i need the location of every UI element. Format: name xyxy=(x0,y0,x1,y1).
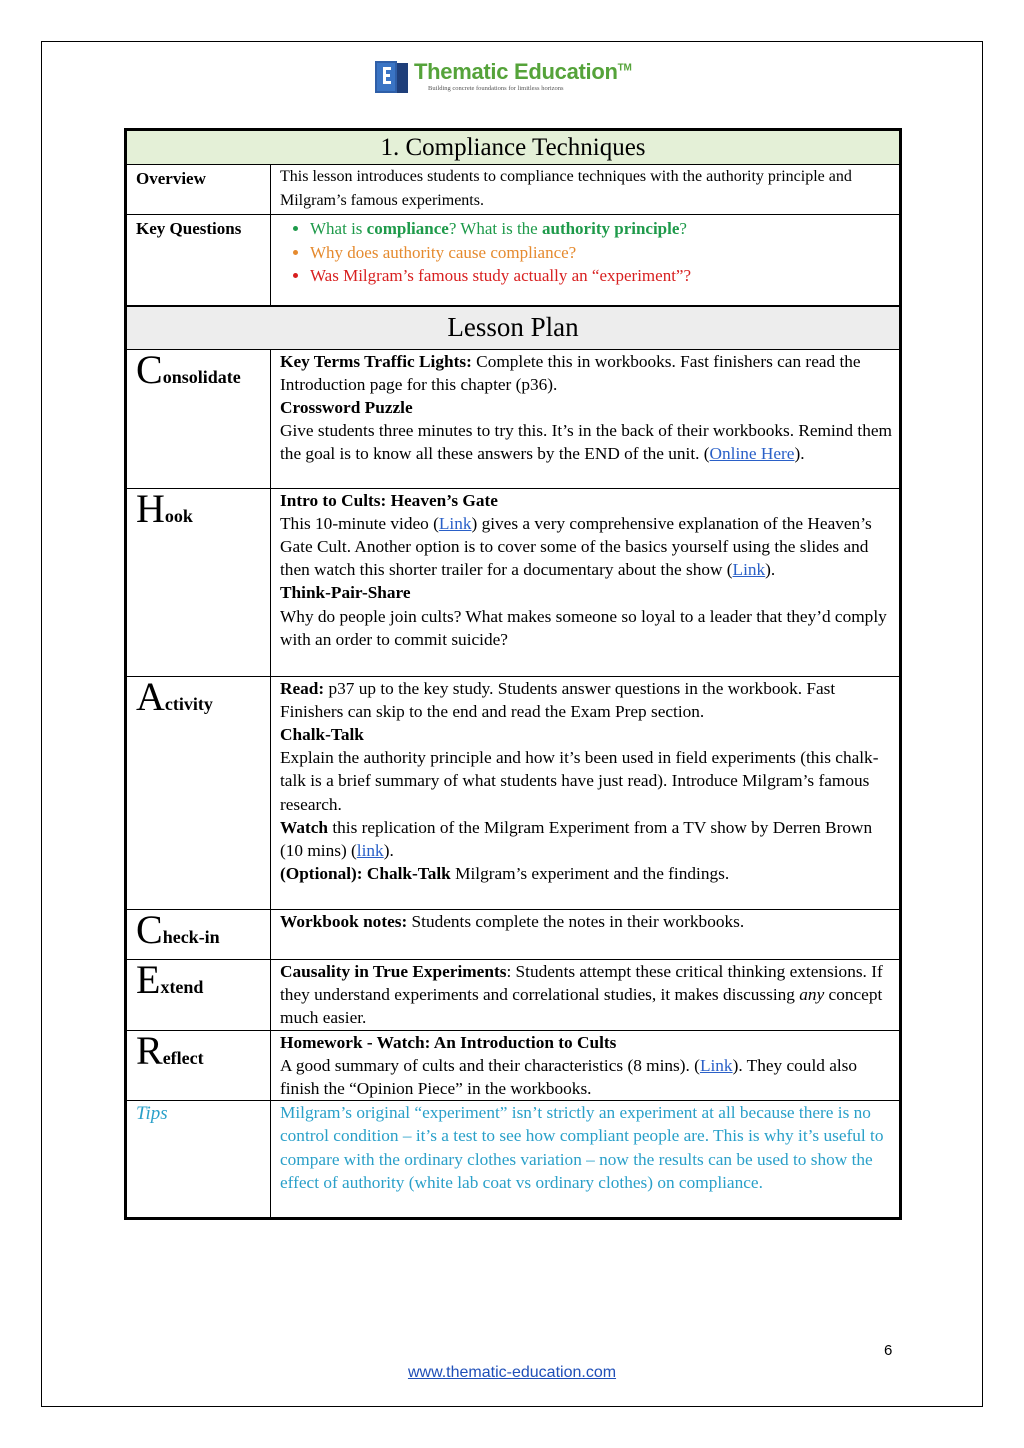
key-questions-label: Key Questions xyxy=(126,215,271,306)
key-question-1: • What is compliance? What is the authority principle? xyxy=(310,217,899,241)
hook-row xyxy=(126,488,901,676)
lesson-plan-heading-row xyxy=(126,306,901,350)
consolidate-label: Consolidate xyxy=(126,349,271,488)
title-row xyxy=(126,130,901,165)
page-number: 6 xyxy=(884,1342,893,1359)
hook-content: Intro to Cults: Heaven’s Gate This 10-minute video (Link) gives a very comprehensive explanation of the Heaven’s Gate Cult. Another option is to cover some of the basics yourself using the slides and then watch this shorter trailer for a documentary about the show (Link). Think-Pair-Share Why do people join cults? What makes someone so loyal to a leader that they’d comply with an order to commit suicide? xyxy=(271,488,901,676)
checkin-row xyxy=(126,909,901,959)
tips-row xyxy=(126,1101,901,1219)
overview-text: This lesson introduces students to compliance techniques with the authority principle and Milgram’s famous experiments. xyxy=(271,165,901,215)
activity-label: Activity xyxy=(126,676,271,909)
activity-content: Read: p37 up to the key study. Students answer questions in the workbook. Fast Finishers can skip to the end and read the Exam Prep section. Chalk-Talk Explain the authority principle and how it’s been used in field experiments (this chalk-talk is a brief summary of what students have just read). Introduce Milgram’s famous research. Watch this replication of the Milgram Experiment from a TV show by Derren Brown (10 mins) (link). (Optional): Chalk-Talk Milgram’s experiment and the findings. xyxy=(271,676,901,909)
consolidate-content: Key Terms Traffic Lights: Complete this in workbooks. Fast finishers can read the Introduction page for this chapter (p36). Crossword Puzzle Give students three minutes to try this. It’s in the back of their workbooks. Remind them the goal is to know all these answers by the END of the unit. (Online Here). xyxy=(271,349,901,488)
brand-logo xyxy=(372,57,662,97)
reflect-content: Homework - Watch: An Introduction to Cults A good summary of cults and their characteristics (8 mins). (Link). They could also finish the “Opinion Piece” in the workbooks. xyxy=(271,1030,901,1101)
extend-row xyxy=(126,959,901,1030)
consolidate-row xyxy=(126,349,901,488)
checkin-content: Workbook notes: Students complete the notes in their workbooks. xyxy=(271,909,901,959)
tips-label: Tips xyxy=(126,1101,271,1219)
key-questions-row xyxy=(126,215,901,306)
heavens-gate-video-link[interactable]: Link xyxy=(438,513,472,533)
brand-name: Thematic Education™ xyxy=(414,59,632,84)
lesson-title: 1. Compliance Techniques xyxy=(126,130,901,165)
key-questions-list xyxy=(280,217,899,288)
reflect-row xyxy=(126,1030,901,1101)
key-question-3: • Was Milgram’s famous study actually an “experiment”? xyxy=(310,264,899,288)
key-question-2: • Why does authority cause compliance? xyxy=(310,241,899,265)
documentary-trailer-link[interactable]: Link xyxy=(732,560,766,580)
online-here-link[interactable]: Online Here xyxy=(709,444,795,464)
hook-label: Hook xyxy=(126,488,271,676)
overview-label: Overview xyxy=(126,165,271,215)
activity-row xyxy=(126,676,901,909)
reflect-label: Reflect xyxy=(126,1030,271,1101)
key-questions-cell xyxy=(271,215,901,306)
books-logo-icon xyxy=(372,57,412,97)
checkin-label: Check-in xyxy=(126,909,271,959)
lesson-table xyxy=(124,128,902,1220)
milgram-replication-link[interactable]: link xyxy=(356,840,384,860)
cults-summary-link[interactable]: Link xyxy=(699,1055,733,1075)
tips-content: Milgram’s original “experiment” isn’t strictly an experiment at all because there is no control condition – it’s a test to see how compliant people are. This is why it’s useful to compare with the ordinary clothes variation – now the results can be used to show the effect of authority (white lab coat vs ordinary clothes) on compliance. xyxy=(271,1101,901,1219)
brand-tagline: Building concrete foundations for limitless horizons xyxy=(428,85,564,92)
website-link[interactable]: www.thematic-education.com xyxy=(407,1364,617,1381)
extend-label: Extend xyxy=(126,959,271,1030)
lesson-plan-heading: Lesson Plan xyxy=(126,306,901,350)
extend-content: Causality in True Experiments: Students attempt these critical thinking extensions. If they understand experiments and correlational studies, it makes discussing any concept much easier. xyxy=(271,959,901,1030)
overview-row xyxy=(126,165,901,215)
